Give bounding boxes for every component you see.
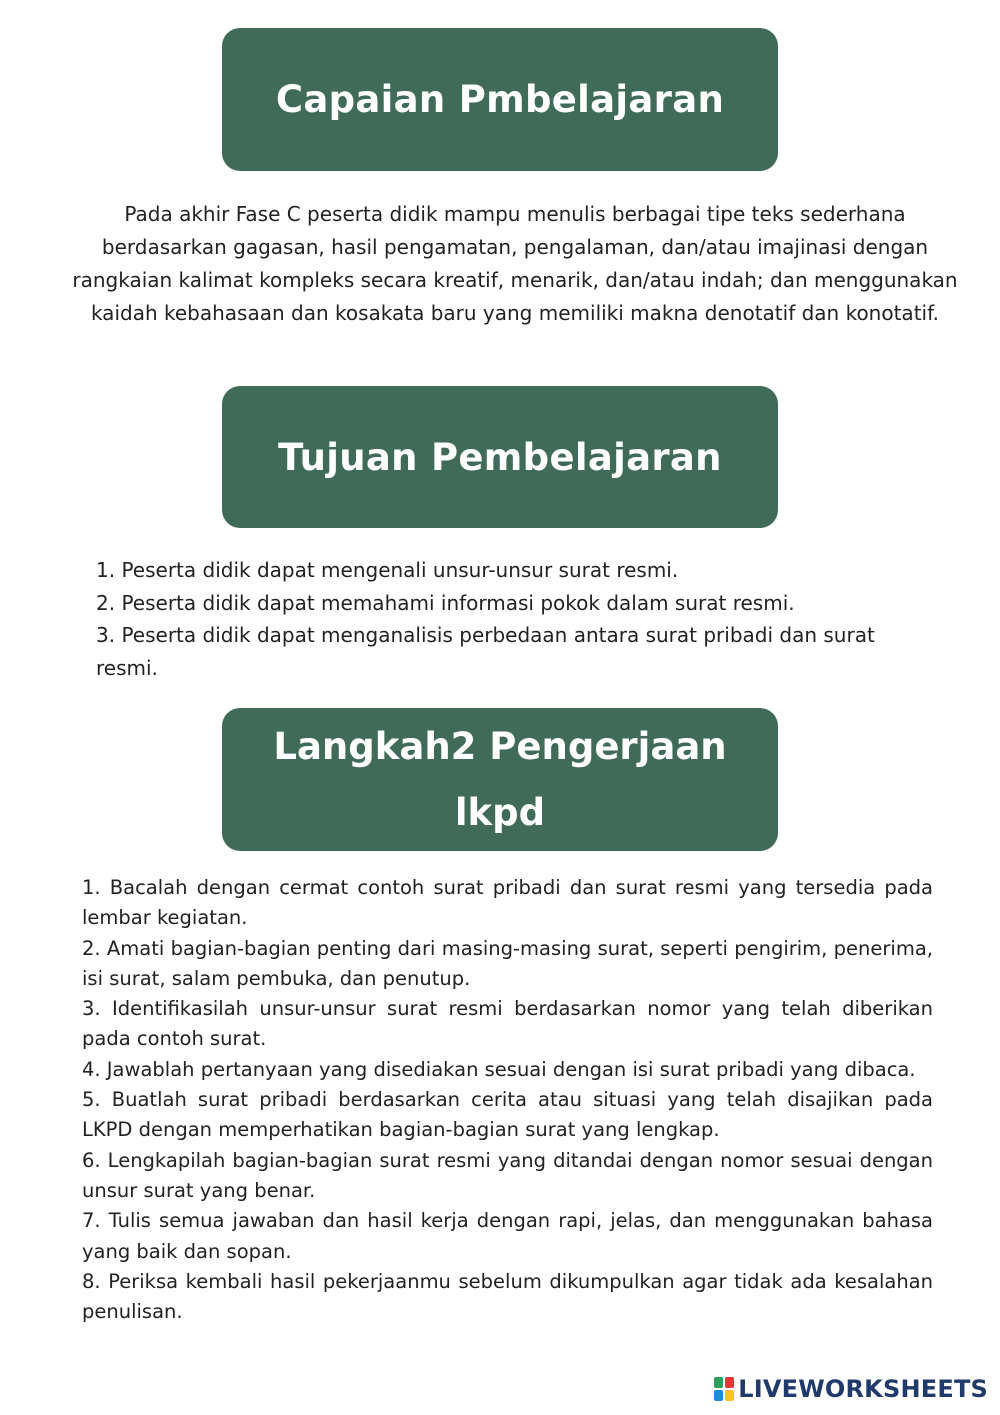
list-item: 1. Bacalah dengan cermat contoh surat pribadi dan surat resmi yang tersedia pada lembar kegiatan. <box>82 876 933 930</box>
liveworksheets-brand[interactable] <box>714 1375 988 1403</box>
langkah-pengerjaan-heading: Langkah2 Pengerjaan lkpd <box>222 708 778 851</box>
list-item: 2. Peserta didik dapat memahami informasi pokok dalam surat resmi. <box>96 590 795 615</box>
list-item: 4. Jawablah pertanyaan yang disediakan sesuai dengan isi surat pribadi yang dibaca. <box>82 1057 916 1081</box>
logo-square-red <box>725 1377 734 1388</box>
list-item: 7. Tulis semua jawaban dan hasil kerja dengan rapi, jelas, dan menggunakan bahasa yang baik dan sopan. <box>82 1209 933 1263</box>
list-item: 3. Identifikasilah unsur-unsur surat resmi berdasarkan nomor yang telah diberikan pada contoh surat. <box>82 997 933 1051</box>
logo-square-yellow <box>725 1390 734 1401</box>
list-item: 5. Buatlah surat pribadi berdasarkan cerita atau situasi yang telah disajikan pada LKPD dengan memperhatikan bagian-bagian surat yang lengkap. <box>82 1088 933 1142</box>
list-item: 3. Peserta didik dapat menganalisis perbedaan antara surat pribadi dan surat resmi. <box>96 623 875 680</box>
list-item: 2. Amati bagian-bagian penting dari masing-masing surat, seperti pengirim, penerima, isi surat, salam pembuka, dan penutup. <box>82 936 933 990</box>
liveworksheets-logo-text: LIVEWORKSHEETS <box>738 1375 988 1403</box>
tujuan-pembelajaran-heading: Tujuan Pembelajaran <box>222 386 778 528</box>
logo-square-blue <box>714 1390 723 1401</box>
capaian-pembelajaran-heading: Capaian Pmbelajaran <box>222 28 778 171</box>
list-item: 1. Peserta didik dapat mengenali unsur-unsur surat resmi. <box>96 558 679 582</box>
list-item: 6. Lengkapilah bagian-bagian surat resmi yang ditandai dengan nomor sesuai dengan unsur surat yang benar. <box>82 1148 933 1202</box>
list-item: 8. Periksa kembali hasil pekerjaanmu sebelum dikumpulkan agar tidak ada kesalahan penulisan. <box>82 1269 933 1324</box>
capaian-pembelajaran-text: Pada akhir Fase C peserta didik mampu menulis berbagai tipe teks sederhana berdasarkan gagasan, hasil pengamatan, pengalaman, dan/atau imajinasi dengan rangkaian kalimat kompleks secara kreatif, menarik, dan/atau indah; dan menggunakan kaidah kebahasaan dan kosakata baru yang memiliki makna denotatif dan konotatif. <box>72 202 958 325</box>
tujuan-pembelajaran-list <box>96 554 936 684</box>
langkah-pengerjaan-list <box>82 873 933 1327</box>
liveworksheets-logo-icon <box>714 1377 734 1401</box>
logo-square-green <box>714 1377 723 1388</box>
